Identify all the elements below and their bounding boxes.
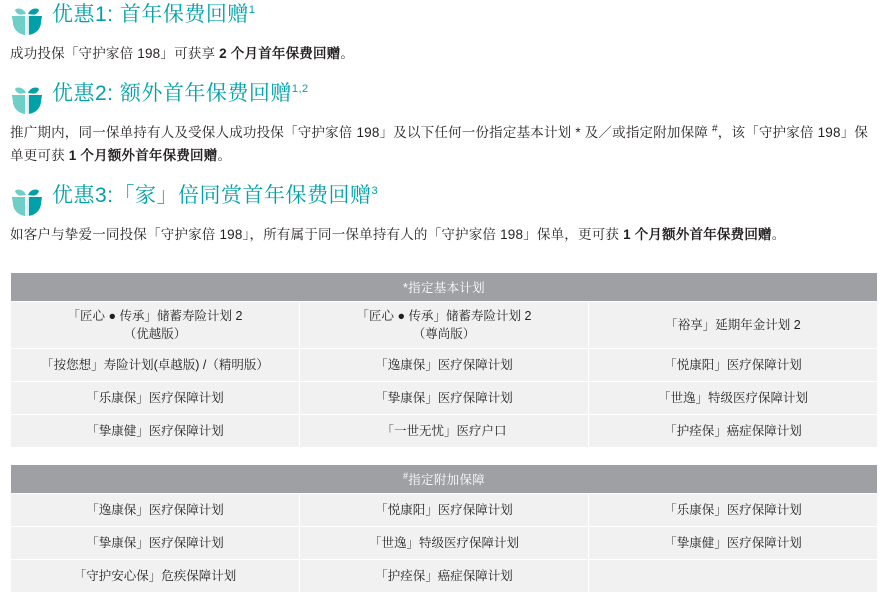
table-header-row [11, 465, 878, 494]
offer-block-3 [0, 181, 888, 246]
table-row [11, 527, 878, 560]
table-row [11, 560, 878, 593]
offer-block-2 [0, 79, 888, 167]
designated-basic-plans-table [10, 272, 878, 448]
table-cell [589, 560, 878, 593]
offer-3-title: 优惠3:「家」倍同赏首年保费回赠$^3$ [52, 184, 379, 207]
table-cell: 「守护安心保」危疾保障计划 [11, 560, 300, 593]
offer-block-1 [0, 0, 888, 65]
offer-3-heading [10, 181, 878, 217]
table-cell: 「挚康保」医疗保障计划 [300, 382, 589, 415]
table-cell: 「挚康保」医疗保障计划 [11, 527, 300, 560]
table-cell: 「世逸」特级医疗保障计划 [300, 527, 589, 560]
table-1-body [11, 302, 878, 448]
table-cell: 「挚康健」医疗保障计划 [589, 527, 878, 560]
table-cell: 「护痊保」癌症保障计划 [589, 415, 878, 448]
offer-2-title: 优惠2: 额外首年保费回赠$^{1,2}$ [52, 82, 309, 105]
offer-3-body: 如客户与挚爱一同投保「守护家倍 198」，所有属于同一保单持有人的「守护家倍 198」保单，更可获 1 个月额外首年保费回赠。 [10, 227, 786, 242]
table-row [11, 349, 878, 382]
table-cell: 「世逸」特级医疗保障计划 [589, 382, 878, 415]
table-cell: 「匠心 ● 传承」储蓄寿险计划 2 （尊尚版） [300, 302, 589, 349]
offer-1-title: 优惠1: 首年保费回赠$^1$ [52, 3, 256, 26]
table-cell: 「裕享」延期年金计划 2 [589, 302, 878, 349]
ribbon-gift-icon [10, 187, 46, 217]
designated-supplementary-benefits-table [10, 464, 878, 593]
offer-1-body: 成功投保「守护家倍 198」可获享 2 个月首年保费回赠。 [10, 46, 355, 61]
table-cell: 「匠心 ● 传承」储蓄寿险计划 2 （优越版） [11, 302, 300, 349]
ribbon-gift-icon [10, 6, 46, 36]
table-row [11, 415, 878, 448]
table-cell: 「挚康健」医疗保障计划 [11, 415, 300, 448]
table-cell: 「一世无忧」医疗户口 [300, 415, 589, 448]
table-cell: 「逸康保」医疗保障计划 [300, 349, 589, 382]
offer-1-heading [10, 0, 878, 36]
table-cell: 「护痊保」癌症保障计划 [300, 560, 589, 593]
ribbon-gift-icon [10, 85, 46, 115]
offer-2-heading [10, 79, 878, 115]
table-cell: 「悦康阳」医疗保障计划 [589, 349, 878, 382]
table-header-row [11, 273, 878, 302]
table-cell: 「逸康保」医疗保障计划 [11, 494, 300, 527]
table-cell: 「按您想」寿险计划(卓越版) /（精明版） [11, 349, 300, 382]
table-cell: 「乐康保」医疗保障计划 [589, 494, 878, 527]
table-2-body [11, 494, 878, 593]
table-row [11, 382, 878, 415]
offer-2-body: 推广期内，同一保单持有人及受保人成功投保「守护家倍 198」及以下任何一份指定基本计划 * 及／或指定附加保障 #，该「守护家倍 198」保单更可获 1 个月额外首年保费回赠。 [10, 123, 869, 163]
table-row [11, 302, 878, 349]
table-cell: 「悦康阳」医疗保障计划 [300, 494, 589, 527]
table-row [11, 494, 878, 527]
table-1-header: *指定基本计划 [11, 273, 878, 302]
table-2-header: #指定附加保障 [11, 465, 878, 494]
table-cell: 「乐康保」医疗保障计划 [11, 382, 300, 415]
